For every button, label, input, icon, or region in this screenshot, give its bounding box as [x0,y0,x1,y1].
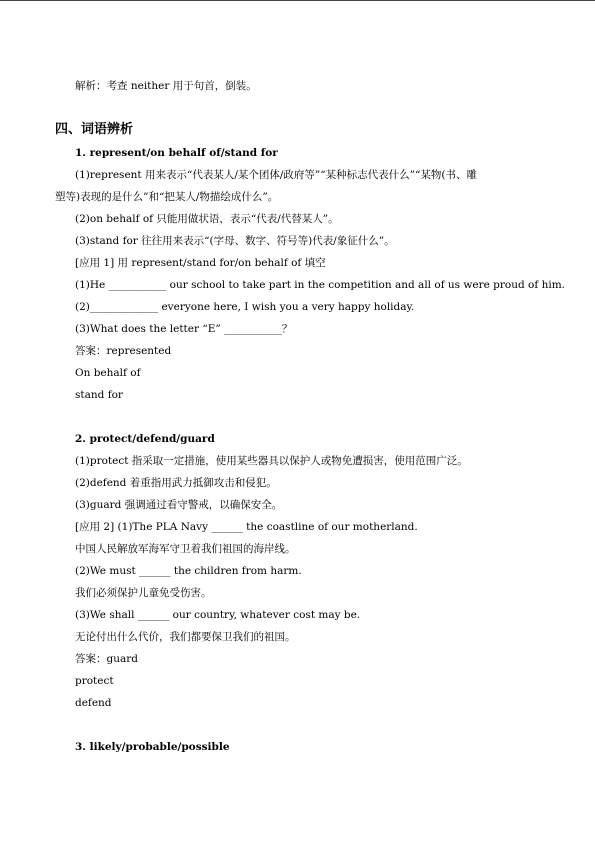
s1-line-1-cont: 塑等)表现的是什么”和“把某人/物描绘成什么”。 [55,191,279,203]
s2-line-2: (2)defend 着重指用武力抵御攻击和侵犯。 [75,477,277,489]
s2-translation-1: 中国人民解放军海军守卫着我们祖国的海岸线。 [75,543,296,555]
s1-answer-2: On behalf of [75,367,141,379]
s2-answer-3: defend [75,697,112,709]
s1-question-1: (1)He ___________ our school to take part in the competition and all of us were proud of him. [75,279,566,291]
s1-question-2: (2)_____________ everyone here, I wish you a very happy holiday. [75,301,415,313]
section-title: 四、词语辨析 [55,122,134,137]
page-top-border [0,0,595,1]
s2-translation-2: 我们必须保护儿童免受伤害。 [75,587,212,599]
s2-question-3: (3)We shall ______ our country, whatever cost may be. [75,609,361,621]
s1-answer-3: stand for [75,389,123,401]
s1-line-2: (2)on behalf of 只能用做状语，表示“代表/代替某人”。 [75,213,339,225]
s1-line-3: (3)stand for 往往用来表示“(字母、数字、符号等)代表/象征什么”。 [75,235,395,247]
s2-translation-3: 无论付出什么代价，我们都要保卫我们的祖国。 [75,631,296,643]
s2-application: [应用 2] (1)The PLA Navy ______ the coastline of our motherland. [75,521,418,533]
s1-question-3: (3)What does the letter “E” ___________？ [75,323,293,335]
s1-line-1: (1)represent 用来表示“代表某人/某个团体/政府等”“某种标志代表什么”“某物(书、雕 [75,169,477,181]
s2-answer-2: protect [75,675,114,687]
s1-answer-1: 答案：represented [75,345,172,357]
s1-application: [应用 1] 用 represent/stand for/on behalf of 填空 [75,257,326,269]
s1-heading: 1. represent/on behalf of/stand for [75,147,278,159]
s2-question-2: (2)We must ______ the children from harm. [75,565,302,577]
s3-heading: 3. likely/probable/possible [75,741,230,753]
s2-heading: 2. protect/defend/guard [75,433,215,445]
s2-line-1: (1)protect 指采取一定措施，使用某些器具以保护人或物免遭损害，使用范围广泛。 [75,455,468,467]
s2-line-3: (3)guard 强调通过看守警戒，以确保安全。 [75,499,283,511]
analysis-line: 解析：考查 neither 用于句首，倒装。 [75,80,257,92]
s2-answer-1: 答案：guard [75,653,138,665]
